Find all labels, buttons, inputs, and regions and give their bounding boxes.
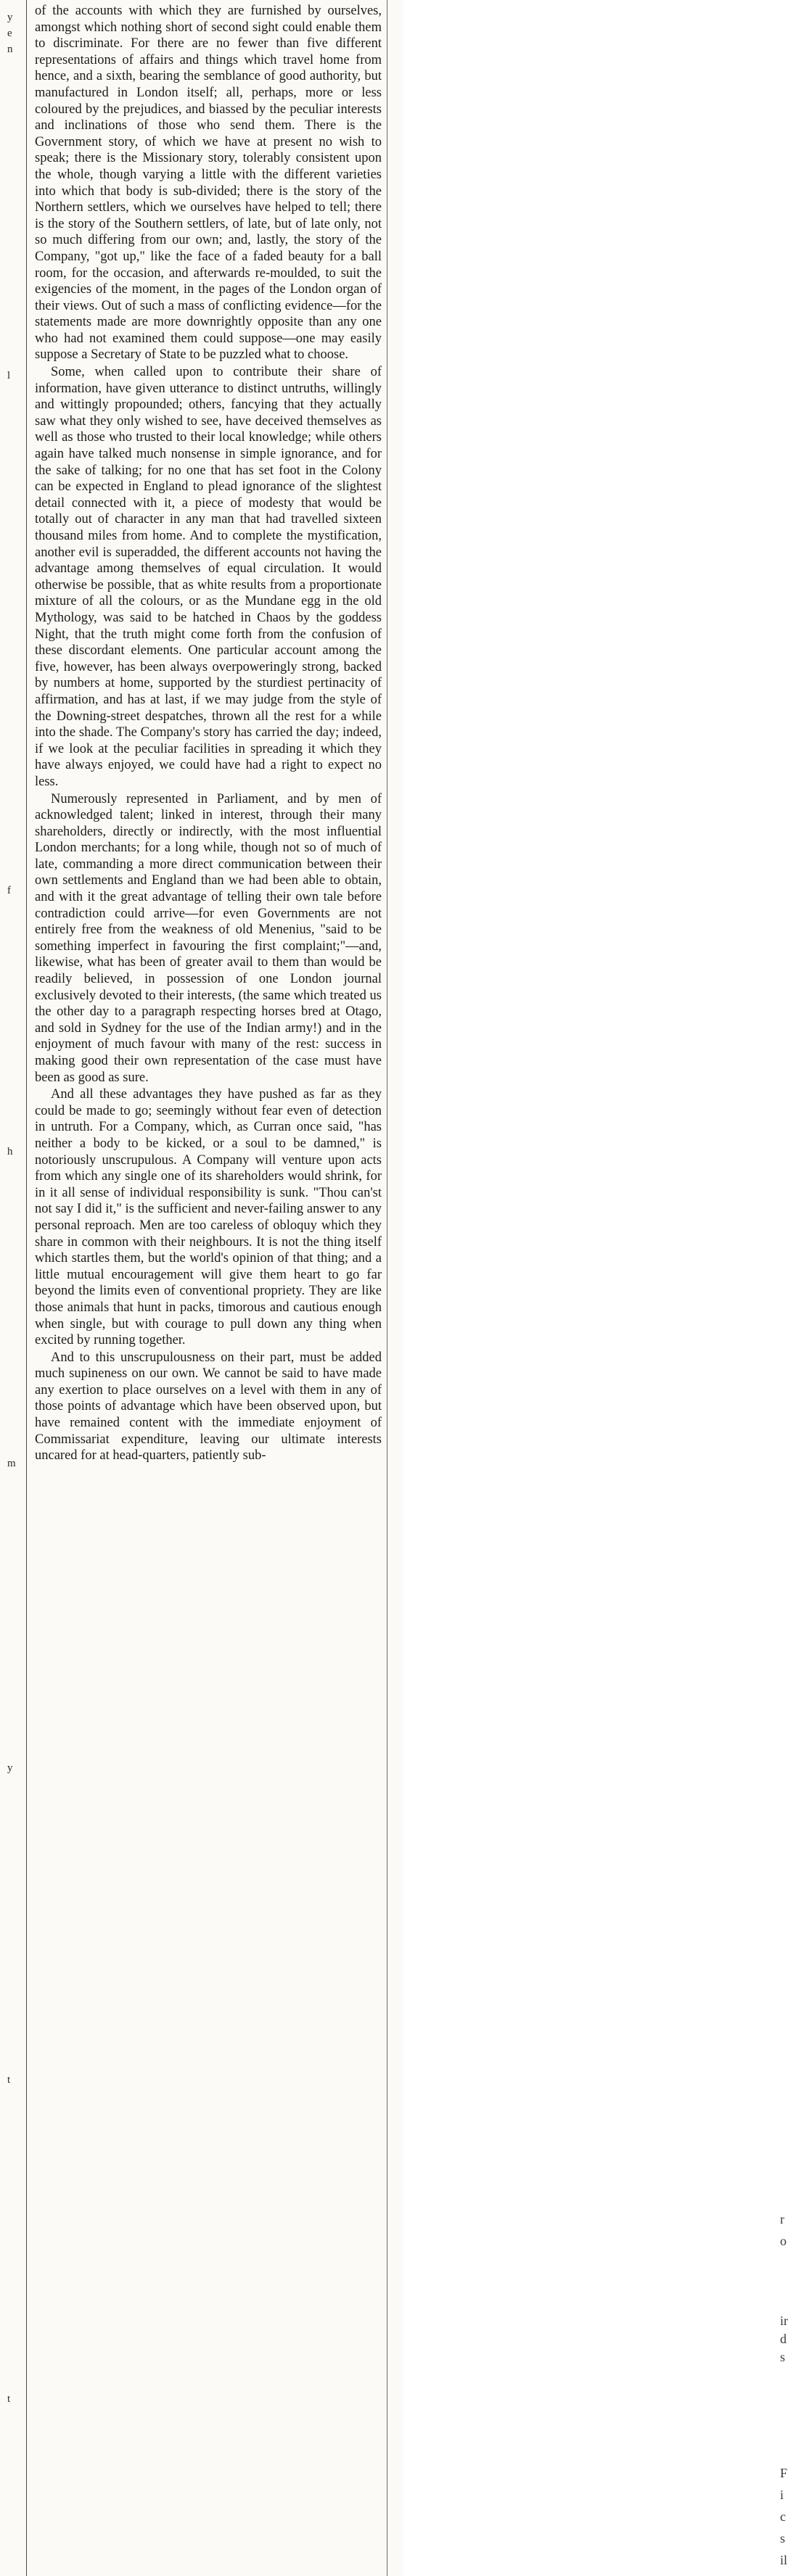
left-margin-fragment: f bbox=[7, 885, 11, 896]
right-margin-fragment: c bbox=[780, 2509, 786, 2524]
right-margin-fragment: F bbox=[780, 2466, 788, 2480]
left-margin-fragment: y bbox=[7, 1762, 13, 1774]
article-paragraph: And all these advantages they have pushed as far as they could be made to go; seemingly without fear even of detection in untruth. For a Company, which, as Curran once said, "has neither a body to be kicked, or a soul to be damned," is notoriously unscrupulous. A Company will venture upon acts from which any single one of its shareholders would shrink, for in it all sense of individual responsibility is sunk. "Thou can'st not say I did it," is the sufficient and never-failing answer to any personal reproach. Men are too careless of obloquy which they share in common with their neighbours. It is not the thing itself which startles them, but the world's opinion of that thing; and a little mutual encouragement will give them heart to go far beyond the limits even of conventional propriety. They are like those animals that hunt in packs, timorous and cautious enough when single, but with courage to pull down any thing when excited by running together. bbox=[35, 1087, 382, 1348]
right-margin-fragment: s bbox=[780, 2531, 786, 2546]
right-margin-fragment: o bbox=[780, 2234, 787, 2248]
left-margin-fragment: y bbox=[7, 12, 13, 23]
left-margin-fragment: n bbox=[7, 44, 13, 55]
right-column-fragment-strip bbox=[387, 0, 788, 2576]
right-margin-fragment: i bbox=[780, 2488, 784, 2502]
left-margin-fragment: e bbox=[7, 28, 12, 39]
left-column-rule bbox=[26, 0, 27, 2576]
right-margin-fragment: il bbox=[780, 2553, 788, 2567]
right-margin-fragment: r bbox=[780, 2212, 784, 2226]
left-margin-fragment: h bbox=[7, 1146, 13, 1157]
article-column bbox=[35, 3, 382, 1465]
left-margin-fragment: m bbox=[7, 1458, 16, 1469]
left-margin-fragment: l bbox=[7, 370, 11, 381]
left-margin-fragment: t bbox=[7, 2074, 11, 2086]
left-margin-fragment: t bbox=[7, 2393, 11, 2405]
article-paragraph: Some, when called upon to contribute their share of information, have given utterance to distinct untruths, willingly and wittingly propounded; others, fancying that they actually saw what they only wished to see, have deceived themselves as well as those who trusted to their local knowledge; while others again have talked much nonsense in simple ignorance, and for the sake of talking; for no one that has set foot in the Colony can be expected in England to plead ignorance of the slightest detail connected with it, a piece of modesty that would be totally out of character in any man that had travelled sixteen thousand miles from home. And to complete the mystification, another evil is superadded, the different accounts not having the advantage among themselves of equal circulation. It would otherwise be possible, that as white results from a proportionate mixture of all the colours, or as the Mundane egg in the old Mythology, was said to be hatched in Chaos by the goddess Night, that the truth might come forth from the confusion of these discordant elements. One particular account among the five, however, has been always overpoweringly strong, backed by numbers at home, supported by the sturdiest pertinacity of affirmation, and has at last, if we may judge from the style of the Downing-street despatches, thrown all the rest for a while into the shade. The Company's story has carried the day; indeed, if we look at the peculiar facilities in spreading it which they have always enjoyed, we could have had a right to expect no less. bbox=[35, 365, 382, 789]
article-paragraph: Numerously represented in Parliament, and by men of acknowledged talent; linked in interest, through their many shareholders, directly or indirectly, with the most influential London merchants; for a long while, though not so of much of late, commanding a more direct communication between their own settlements and England than we had been able to obtain, and with it the great advantage of telling their own tale before contradiction could arrive—for even Governments are not entirely free from the weakness of old Menenius, "said to be something imperfect in favouring the first complaint;"—and, likewise, what has been of greater avail to them than would be readily believed, in possession of one London journal exclusively devoted to their interests, (the same which treated us the other day to a paragraph respecting horses bred at Otago, and sold in Sydney for the use of the Indian army!) and in the enjoyment of much favour with many of the rest: success in making good their own representation of the case must have been as good as sure. bbox=[35, 791, 382, 1085]
right-margin-fragment: s bbox=[780, 2350, 786, 2364]
right-margin-fragment: d bbox=[780, 2332, 787, 2346]
article-paragraph: of the accounts with which they are furnished by ourselves, amongst which nothing short of second sight could enable them to discriminate. For there are no fewer than five different representations of affairs and things which travel home from hence, and a sixth, bearing the semblance of good authority, but manufactured in London itself; all, perhaps, more or less coloured by the prejudices, and biassed by the peculiar interests and inclinations of those who send them. There is the Government story, of which we have at present no wish to speak; there is the Missionary story, tolerably consistent upon the whole, though varying a little with the different varieties into which that body is sub-divided; there is the story of the Northern settlers, which we ourselves have helped to tell; there is the story of the Southern settlers, of late, but of late only, not so much differing from our own; and, lastly, the story of the Company, "got up," like the face of a faded beauty for a ball room, for the occasion, and afterwards re-moulded, to suit the exigencies of the moment, in the pages of the London organ of their views. Out of such a mass of conflicting evidence—for the statements made are more downrightly opposite than any one who had not examined them could suppose—one may easily suppose a Secretary of State to be puzzled what to choose. bbox=[35, 4, 382, 363]
right-margin-fragment: ir bbox=[780, 2313, 788, 2328]
left-column-fragment-strip bbox=[0, 0, 29, 2576]
article-paragraph: And to this unscrupulousness on their part, must be added much supineness on our own. We cannot be said to have made any exertion to place ourselves on a level with them in any of those points of advantage which have been observed upon, but have remained content with the immediate enjoyment of Commissariat expenditure, leaving our ultimate interests uncared for at head-quarters, patiently sub- bbox=[35, 1350, 382, 1464]
